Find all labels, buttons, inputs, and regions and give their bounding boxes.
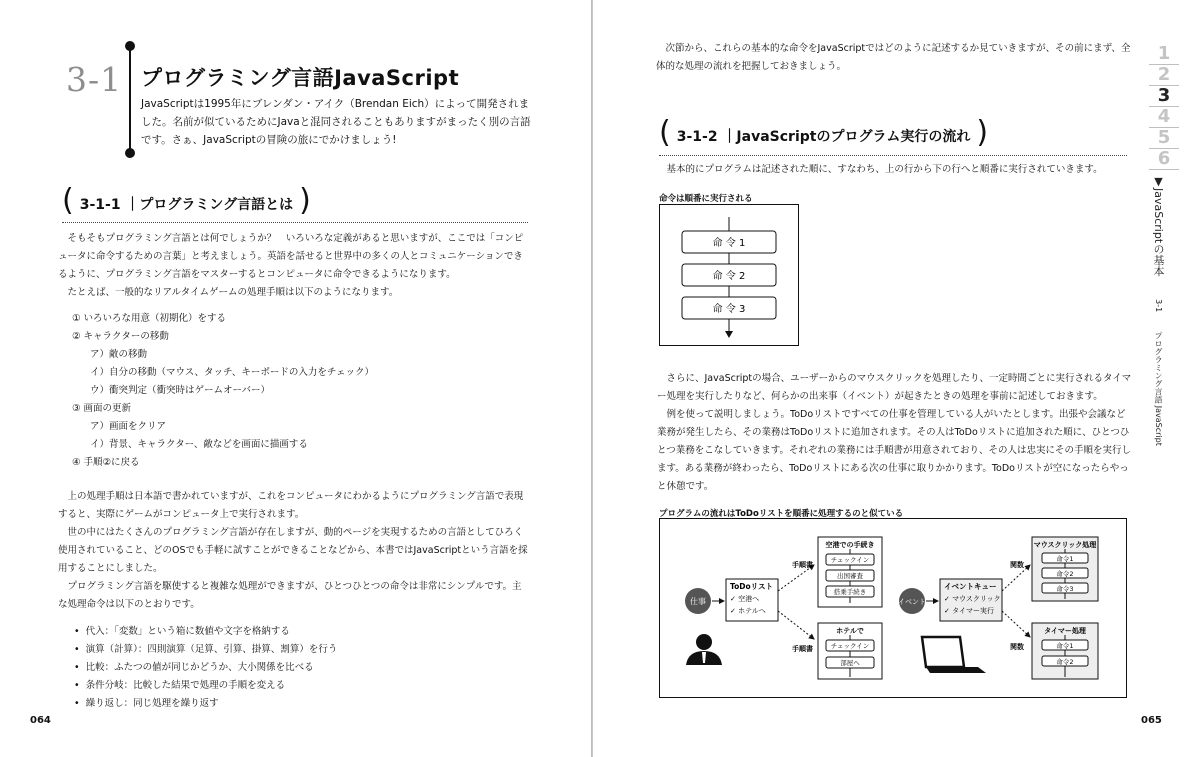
person-icon xyxy=(686,634,722,665)
airport-step: 出国審査 xyxy=(837,572,863,580)
step-item: ② キャラクターの移動 xyxy=(72,331,169,342)
section-heading-3-1-2 xyxy=(659,115,989,154)
chapter-lead: JavaScriptは1995年にブレンダン・アイク（Brendan Eich）によって開発されました。名前が似ているためにJavaと混同されることもありますがまったく別の言語です。さぁ、JavaScriptの冒険の旅にでかけましょう! xyxy=(141,98,531,146)
figure-todo-analogy xyxy=(659,518,1127,698)
chapter-tab-4[interactable]: 4 xyxy=(1149,107,1179,128)
command-list xyxy=(74,623,337,713)
paragraph: プログラミング言語を駆使すると複雑な処理ができますが、ひとつひとつの命令は非常にシンプルです。主な処理命令は以下のとおりです。 xyxy=(58,581,522,610)
paragraph: 例を使って説明しましょう。ToDoリストですべての仕事を管理している人がいたとします。出張や会議など業務が発生したら、その業務はToDoリストに追加されます。その人はToDoリストに追加された順に、ひとつひとつ業務をこなしていきます。それぞれの業務には手順書が用意されており、その人は忠実にその手順を実行します。ある業務が終わったら、ToDoリストにある次の仕事に取りかかります。ToDoリストが空になったらやっと休憩です。 xyxy=(657,409,1132,492)
page-number: 065 xyxy=(1141,715,1162,726)
function-label: 関数 xyxy=(1010,643,1024,651)
queue-item: ✓ タイマー実行 xyxy=(944,607,994,615)
manual-label: 手順書 xyxy=(792,645,813,653)
chapter-title: プログラミング言語JavaScript xyxy=(141,66,460,90)
figure-caption: 命令は順番に実行される xyxy=(659,194,753,204)
section-paren-close: ) xyxy=(976,115,989,150)
command-list-item: • 繰り返し：同じ処理を繰り返す xyxy=(74,695,337,713)
chapter-rule-dot-top xyxy=(125,41,135,51)
mouse-command: 命令1 xyxy=(1056,555,1074,563)
sub-step-item: ア）画面をクリア xyxy=(90,421,167,432)
queue-title: イベントキュー xyxy=(944,582,997,591)
timer-command: 命令1 xyxy=(1056,642,1074,650)
section-paren-open: ( xyxy=(659,115,671,150)
queue-item: ✓ マウスクリック xyxy=(944,595,1001,603)
paragraph: たとえば、一般的なリアルタイムゲームの処理手順は以下のようになります。 xyxy=(67,287,399,298)
paragraph: 基本的にプログラムは記述された順に、すなわち、上の行から下の行へと順番に実行されていきます。 xyxy=(666,164,1103,175)
running-header-section-number: 3-1 xyxy=(1154,299,1163,313)
figure-sequence xyxy=(659,204,799,346)
chapter-tab-3[interactable]: 3 xyxy=(1149,86,1179,107)
airport-step: チェックイン xyxy=(830,556,870,564)
airport-step: 搭乗手続き xyxy=(833,588,867,596)
command-box-label: 命 令 1 xyxy=(712,238,746,249)
command-list-item: • 演算（計算）：四則演算（足算、引算、掛算、割算）を行う xyxy=(74,641,337,659)
section-rule xyxy=(62,222,528,223)
todo-item: ✓ ホテルへ xyxy=(730,607,766,615)
running-header xyxy=(1150,175,1166,446)
hotel-step: 部屋へ xyxy=(840,659,860,667)
section-heading-3-1-1 xyxy=(62,183,311,222)
chapter-rule xyxy=(129,46,131,154)
sub-step-item: ウ）衝突判定（衝突時はゲームオーバー） xyxy=(90,385,271,396)
sub-step-item: ア）敵の移動 xyxy=(90,349,148,360)
section-paren-close: ) xyxy=(299,183,311,218)
todo-title: ToDoリスト xyxy=(730,582,774,591)
job-label: 仕事 xyxy=(690,597,706,606)
intro-text xyxy=(656,40,1134,76)
laptop-icon xyxy=(922,637,986,673)
step-item: ③ 画面の更新 xyxy=(72,403,132,414)
command-list-item: • 比較：ふたつの値が同じかどうか、大小関係を比べる xyxy=(74,659,337,677)
command-list-item: • 条件分岐：比較した結果で処理の手順を変える xyxy=(74,677,337,695)
mouse-command: 命令2 xyxy=(1056,570,1074,578)
paragraph: さらに、JavaScriptの場合、ユーザーからのマウスクリックを処理したり、一定時間ごとに実行されるタイマー処理を実行したりなど、何らかの出来事（イベント）が起きたときの処理を事前に記述しておきます。 xyxy=(657,373,1132,402)
command-box-label: 命 令 3 xyxy=(712,304,746,315)
running-header-chapter: ▼JavaScriptの基本 xyxy=(1152,175,1165,277)
chapter-tab-2[interactable]: 2 xyxy=(1149,65,1179,86)
todo-item: ✓ 空港へ xyxy=(730,595,760,603)
intro-text xyxy=(58,230,528,302)
chapter-rule-dot-bottom xyxy=(125,148,135,158)
timer-command: 命令2 xyxy=(1056,658,1074,666)
mouse-handler-title: マウスクリック処理 xyxy=(1033,541,1097,549)
step-list xyxy=(72,310,374,472)
paragraph: そもそもプログラミング言語とは何でしょうか？ いろいろな定義があると思いますが、ここでは「コンピュータに命令するための言葉」と考えましょう。英語を話せると世界中の多くの人とコミュニケーションできるように、プログラミング言語をマスターするとコンピュータに命令できるようになります。 xyxy=(58,233,524,280)
section-title: 3-1-1 ｜プログラミング言語とは xyxy=(79,197,294,213)
sub-step-item: イ）自分の移動（マウス、タッチ、キーボードの入力をチェック） xyxy=(90,367,375,378)
todo-event-diagram xyxy=(660,519,1126,697)
step-item: ④ 手順②に戻る xyxy=(72,457,140,468)
section-rule xyxy=(659,155,1127,156)
mouse-command: 命令3 xyxy=(1056,585,1074,593)
sequence-diagram xyxy=(660,205,798,345)
paragraph: 上の処理手順は日本語で書かれていますが、これをコンピュータにわかるようにプログラミング言語で表現すると、実際にゲームがコンピュータ上で実行されます。 xyxy=(58,491,524,520)
right-page xyxy=(593,0,1186,757)
sub-step-item: イ）背景、キャラクター、敵などを画面に描画する xyxy=(90,439,308,450)
airport-title: 空港での手続き xyxy=(825,541,875,549)
paragraph: 次節から、これらの基本的な命令をJavaScriptではどのように記述するか見ていきますが、その前にまず、全体的な処理の流れを把握しておきましょう。 xyxy=(656,43,1131,72)
hotel-step: チェックイン xyxy=(830,642,870,650)
body-text xyxy=(58,488,528,614)
chapter-number: 3-1 xyxy=(66,60,123,99)
event-label: イベント xyxy=(898,598,926,606)
step-item: ① いろいろな用意（初期化）をする xyxy=(72,313,227,324)
command-list-item: • 代入：「変数」という箱に数値や文字を格納する xyxy=(74,623,337,641)
section-title: 3-1-2 ｜JavaScriptのプログラム実行の流れ xyxy=(676,129,971,145)
paragraph: 世の中にはたくさんのプログラミング言語が存在しますが、動的ページを実現するための言語としてひろく使用されていること、どのOSでも手軽に試すことができることなどから、本書ではJavaScriptという言語を採用することにしました。 xyxy=(58,527,528,574)
chapter-tab-5[interactable]: 5 xyxy=(1149,128,1179,149)
chapter-tab-1[interactable]: 1 xyxy=(1149,44,1179,65)
chapter-tabs xyxy=(1149,44,1179,170)
figure-caption: プログラムの流れはToDoリストを順番に処理するのと似ている xyxy=(659,509,904,519)
timer-handler-title: タイマー処理 xyxy=(1044,627,1086,635)
command-box-label: 命 令 2 xyxy=(712,271,746,282)
page-number: 064 xyxy=(30,715,51,726)
chapter-tab-6[interactable]: 6 xyxy=(1149,149,1179,170)
function-label: 関数 xyxy=(1010,561,1024,569)
section-paren-open: ( xyxy=(62,183,74,218)
running-header-section-title: プログラミング言語 JavaScript xyxy=(1154,331,1163,446)
hotel-title: ホテルで xyxy=(836,627,864,635)
body-text xyxy=(657,161,1133,179)
manual-label: 手順書 xyxy=(792,561,813,569)
left-page xyxy=(0,0,592,757)
body-text xyxy=(657,370,1133,496)
